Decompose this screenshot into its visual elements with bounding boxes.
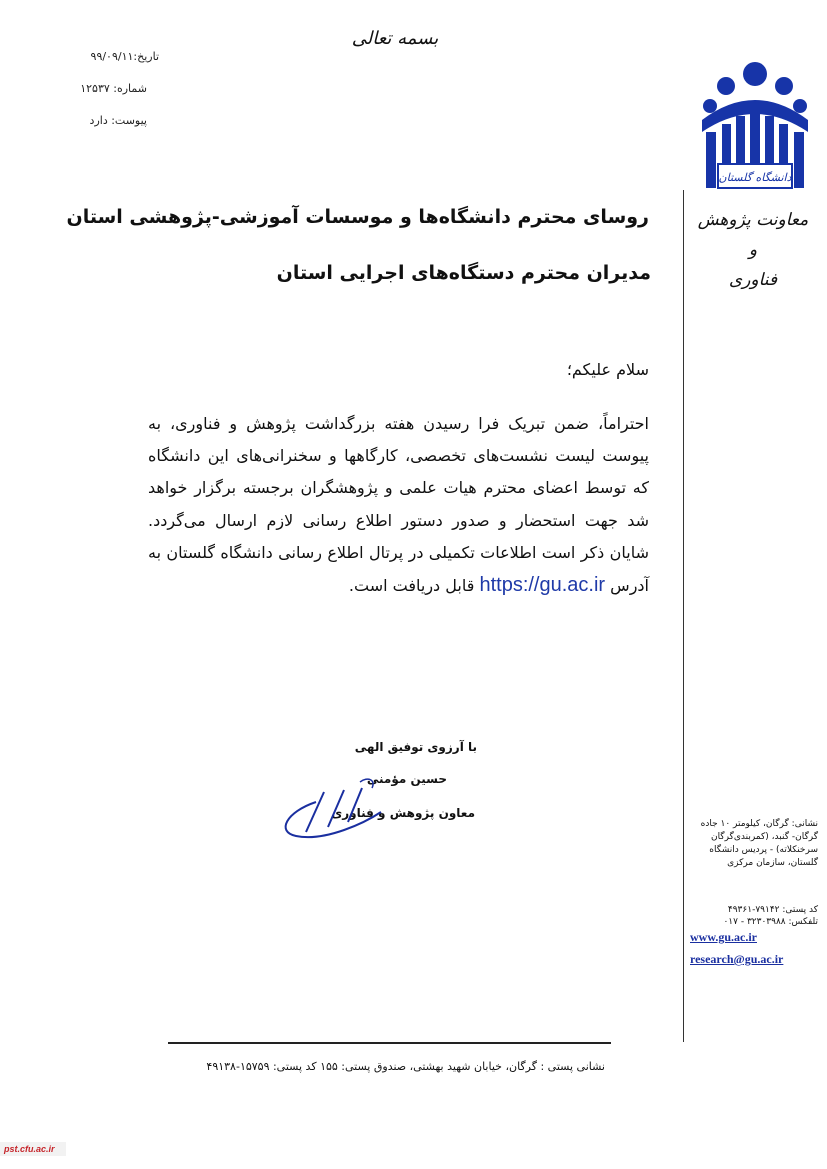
vertical-divider <box>683 190 684 1042</box>
letter-number: شماره: ۱۲۵۳۷ <box>80 82 147 95</box>
source-watermark: pst.cfu.ac.ir <box>0 1142 66 1156</box>
unit-name-line1: معاونت پژوهش و <box>697 210 809 260</box>
sidebar-address: نشانی: گرگان، کیلومتر ۱۰ جاده گرگان- گنبد، (کمربندی‌گرگان سرخنکلاته) - پردیس دانشگاه گلستان، سازمان مرکزی <box>700 819 818 868</box>
footer-address: نشانی پستی : گرگان، خیابان شهید بهشتی، صندوق پستی: ۱۵۵ کد پستی: ۱۵۷۵۹-۴۹۱۳۸ <box>206 1060 605 1073</box>
greeting: سلام علیکم؛ <box>566 360 649 379</box>
email-link[interactable]: research@gu.ac.ir <box>690 952 784 966</box>
recipient-line-1: روسای محترم دانشگاه‌ها و موسسات آموزشی-پژوهشی استان <box>66 206 649 228</box>
signer-title: معاون پژوهش و فناوری <box>331 806 475 820</box>
logo-text: دانشگاه گلستان <box>718 171 792 184</box>
letter-body <box>148 408 649 602</box>
unit-name <box>692 205 814 295</box>
closing-wish: با آرزوی توفیق الهی <box>354 740 477 754</box>
handwritten-signature <box>276 772 386 842</box>
signer-name: حسین مؤمنی <box>366 772 447 786</box>
letter-attachment: پیوست: دارد <box>89 114 147 127</box>
body-text: احتراماً، ضمن تبریک فرا رسیدن هفته بزرگداشت پژوهش و فناوری، به پیوست لیست نشست‌های تخصصی، کارگاهها و سخنرانی‌های این دانشگاه که توسط اعضای محترم هیات علمی و پژوهشگران برجسته برگزار خواهد شد جهت استحضار و صدور دستور اطلاع رسانی لازم ارسال می‌گردد. شایان ذکر است اطلاعات تکمیلی در پرتال اطلاع رسانی دانشگاه گلستان به آدرس <box>148 414 649 596</box>
footer-divider <box>168 1042 611 1044</box>
sidebar-phone: تلفکس: ۳۲۳۰۳۹۸۸ - ۰۱۷ <box>723 917 818 927</box>
unit-name-line2: فناوری <box>728 270 778 290</box>
basmala: بسمه تعالی <box>351 28 439 49</box>
recipient-line-2: مدیران محترم دستگاه‌های اجرایی استان <box>276 262 651 284</box>
sidebar-postal-code: کد پستی: ۷۹۱۴۲-۴۹۳۶۱ <box>727 905 818 915</box>
letter-date: تاریخ:۹۹/۰۹/۱۱ <box>90 50 159 63</box>
website-link[interactable]: www.gu.ac.ir <box>690 930 757 944</box>
portal-link[interactable]: https://gu.ac.ir <box>479 574 606 597</box>
university-logo <box>700 60 810 190</box>
body-text-end: قابل دریافت است. <box>348 576 475 596</box>
